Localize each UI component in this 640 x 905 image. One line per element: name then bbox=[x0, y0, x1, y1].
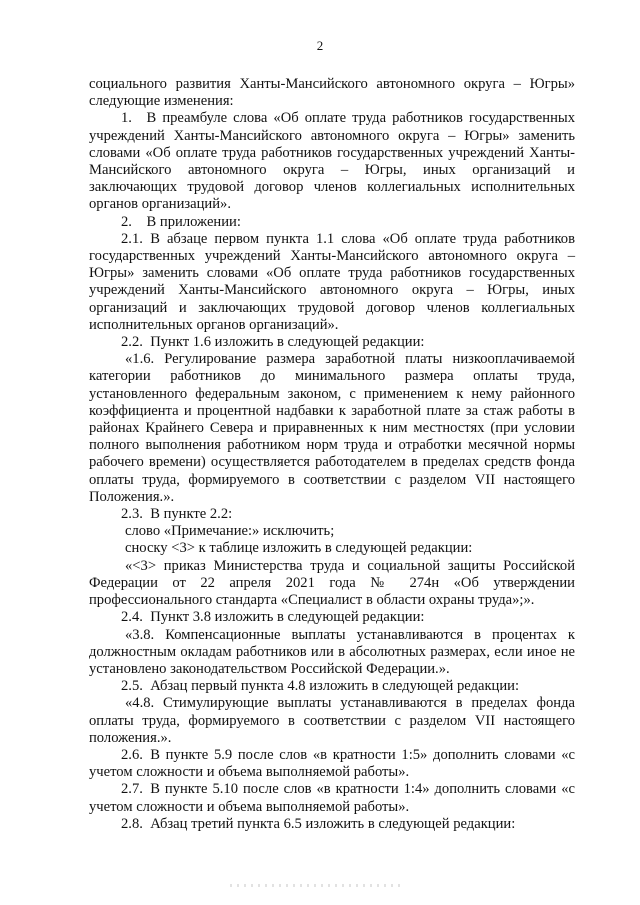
paragraph: 2.7. В пункте 5.10 после слов «в кратности 1:4» дополнить словами «с учетом сложности и объема выполняемой работы». bbox=[89, 781, 575, 815]
paragraph: «<3> приказ Министерства труда и социальной защиты Российской Федерации от 22 апреля 2021 года № 274н «Об утверждении профессионального стандарта «Специалист в области охраны труда»;». bbox=[89, 557, 575, 609]
document-body bbox=[89, 76, 575, 833]
paragraph: 2.5. Абзац первый пункта 4.8 изложить в следующей редакции: bbox=[121, 678, 520, 695]
paragraph: 2.6. В пункте 5.9 после слов «в кратности 1:5» дополнить словами «с учетом сложности и объема выполняемой работы». bbox=[89, 746, 575, 781]
paragraph: 1. В преамбуле слова «Об оплате труда работников государственных учреждений Ханты-Мансийского автономного округа – Югры» заменить словами «Об оплате труда работников государственных учреждений Ханты-Мансийского автономного округа – Югры, иных организаций и заключающих трудовой договор членов коллегиальных исполнительных органов организаций». bbox=[89, 110, 575, 213]
paragraph: «3.8. Компенсационные выплаты устанавливаются в процентах к должностным окладам работников или в абсолютных размерах, если иное не установлено законодательством Российской Федерации.». bbox=[89, 626, 575, 677]
scan-artifact bbox=[230, 884, 400, 887]
paragraph: слово «Примечание:» исключить; bbox=[125, 523, 335, 540]
paragraph: социального развития Ханты-Мансийского автономного округа – Югры» следующие изменения: bbox=[89, 76, 575, 110]
paragraph: «1.6. Регулирование размера заработной платы низкооплачиваемой категории работников до минимального размера оплаты труда, установленного федеральным законом, с применением к нему районного коэффициента и процентной надбавки к заработной плате за стаж работы в районах Крайнего Севера и приравненных к ним местностях (при условии полного выполнения работником норм труда и отработки месячной нормы рабочего времени) осуществляется работодателем в пределах средств фонда оплаты труда, формируемого в соответствии с разделом VII настоящего Положения.». bbox=[89, 351, 575, 505]
paragraph: 2.2. Пункт 1.6 изложить в следующей редакции: bbox=[121, 334, 425, 351]
paragraph: 2. В приложении: bbox=[121, 213, 241, 230]
paragraph: 2.1. В абзаце первом пункта 1.1 слова «Об оплате труда работников государственных учреждений Ханты-Мансийского автономного округа – Югры» заменить словами «Об оплате труда работников государственных учреждений Ханты-Мансийского автономного округа – Югры, иных организаций и заключающих трудовой договор членов коллегиальных исполнительных органов организаций». bbox=[89, 230, 575, 333]
paragraph: 2.4. Пункт 3.8 изложить в следующей редакции: bbox=[121, 609, 425, 626]
paragraph: сноску <3> к таблице изложить в следующей редакции: bbox=[125, 540, 473, 557]
page-number: 2 bbox=[316, 38, 324, 53]
paragraph: «4.8. Стимулирующие выплаты устанавливаются в пределах фонда оплаты труда, формируемого в соответствии с разделом VII настоящего положения.». bbox=[89, 695, 575, 746]
paragraph: 2.3. В пункте 2.2: bbox=[121, 506, 233, 523]
paragraph: 2.8. Абзац третий пункта 6.5 изложить в следующей редакции: bbox=[121, 815, 516, 832]
